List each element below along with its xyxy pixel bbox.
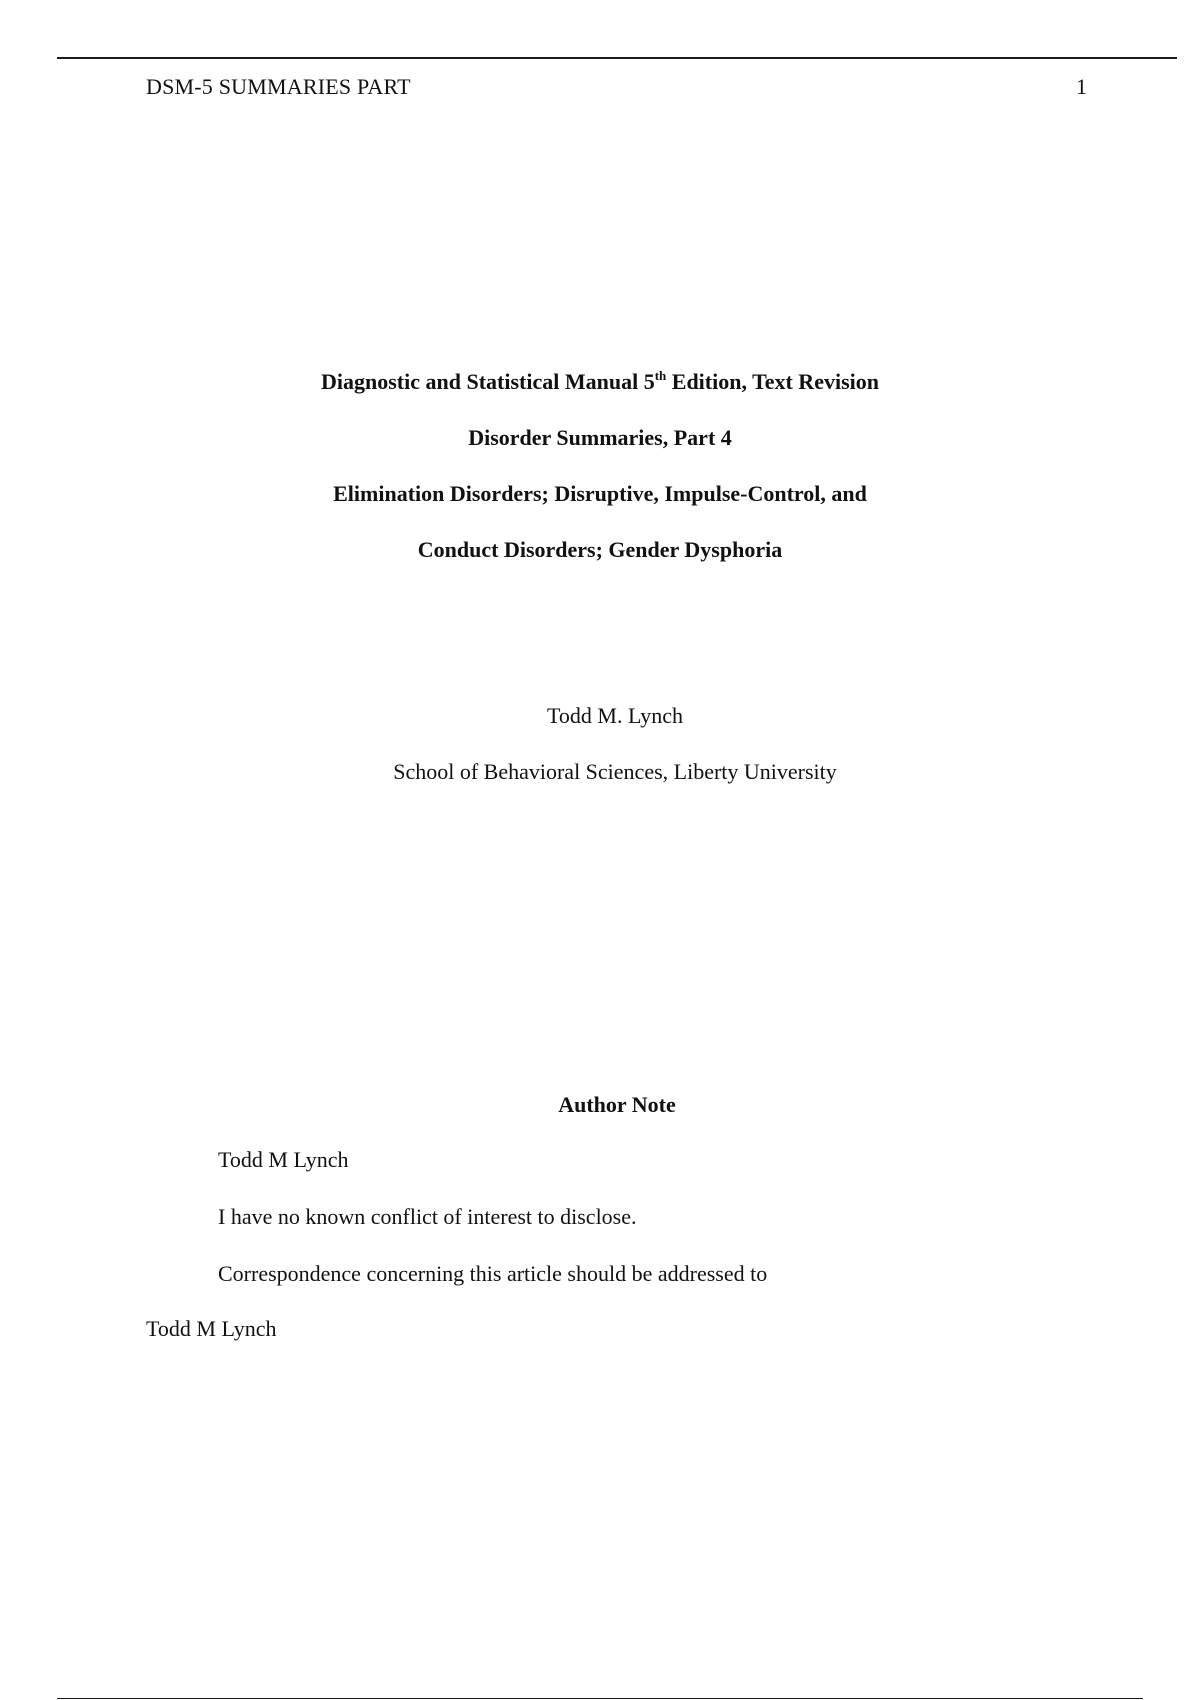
title-text-rest: Edition, Text Revision [666, 369, 879, 394]
author-note-correspondence: Correspondence concerning this article should be addressed to [218, 1261, 768, 1286]
title-text-main: Diagnostic and Statistical Manual 5 [321, 369, 655, 394]
title-superscript: th [654, 367, 667, 383]
running-head: DSM-5 SUMMARIES PART [146, 74, 411, 99]
header-rule [57, 57, 1177, 59]
document-title [0, 366, 1200, 422]
author-note-heading: Author Note [558, 1092, 676, 1117]
document-topics-line-2: Conduct Disorders; Gender Dysphoria [417, 537, 783, 562]
document-topics-line-1: Elimination Disorders; Disruptive, Impulse-Control, and [333, 481, 867, 506]
author-affiliation: School of Behavioral Sciences, Liberty University [393, 759, 837, 784]
byline [0, 700, 1200, 812]
author-note-conflict: I have no known conflict of interest to disclose. [218, 1204, 637, 1229]
author-note-name: Todd M Lynch [218, 1147, 349, 1172]
document-subtitle: Disorder Summaries, Part 4 [468, 425, 732, 450]
author-note-contact-name: Todd M Lynch [146, 1316, 277, 1341]
footer-rule [57, 1698, 1143, 1699]
page-number: 1 [1076, 74, 1087, 99]
author-name: Todd M. Lynch [547, 703, 683, 728]
title-block [0, 366, 1200, 590]
